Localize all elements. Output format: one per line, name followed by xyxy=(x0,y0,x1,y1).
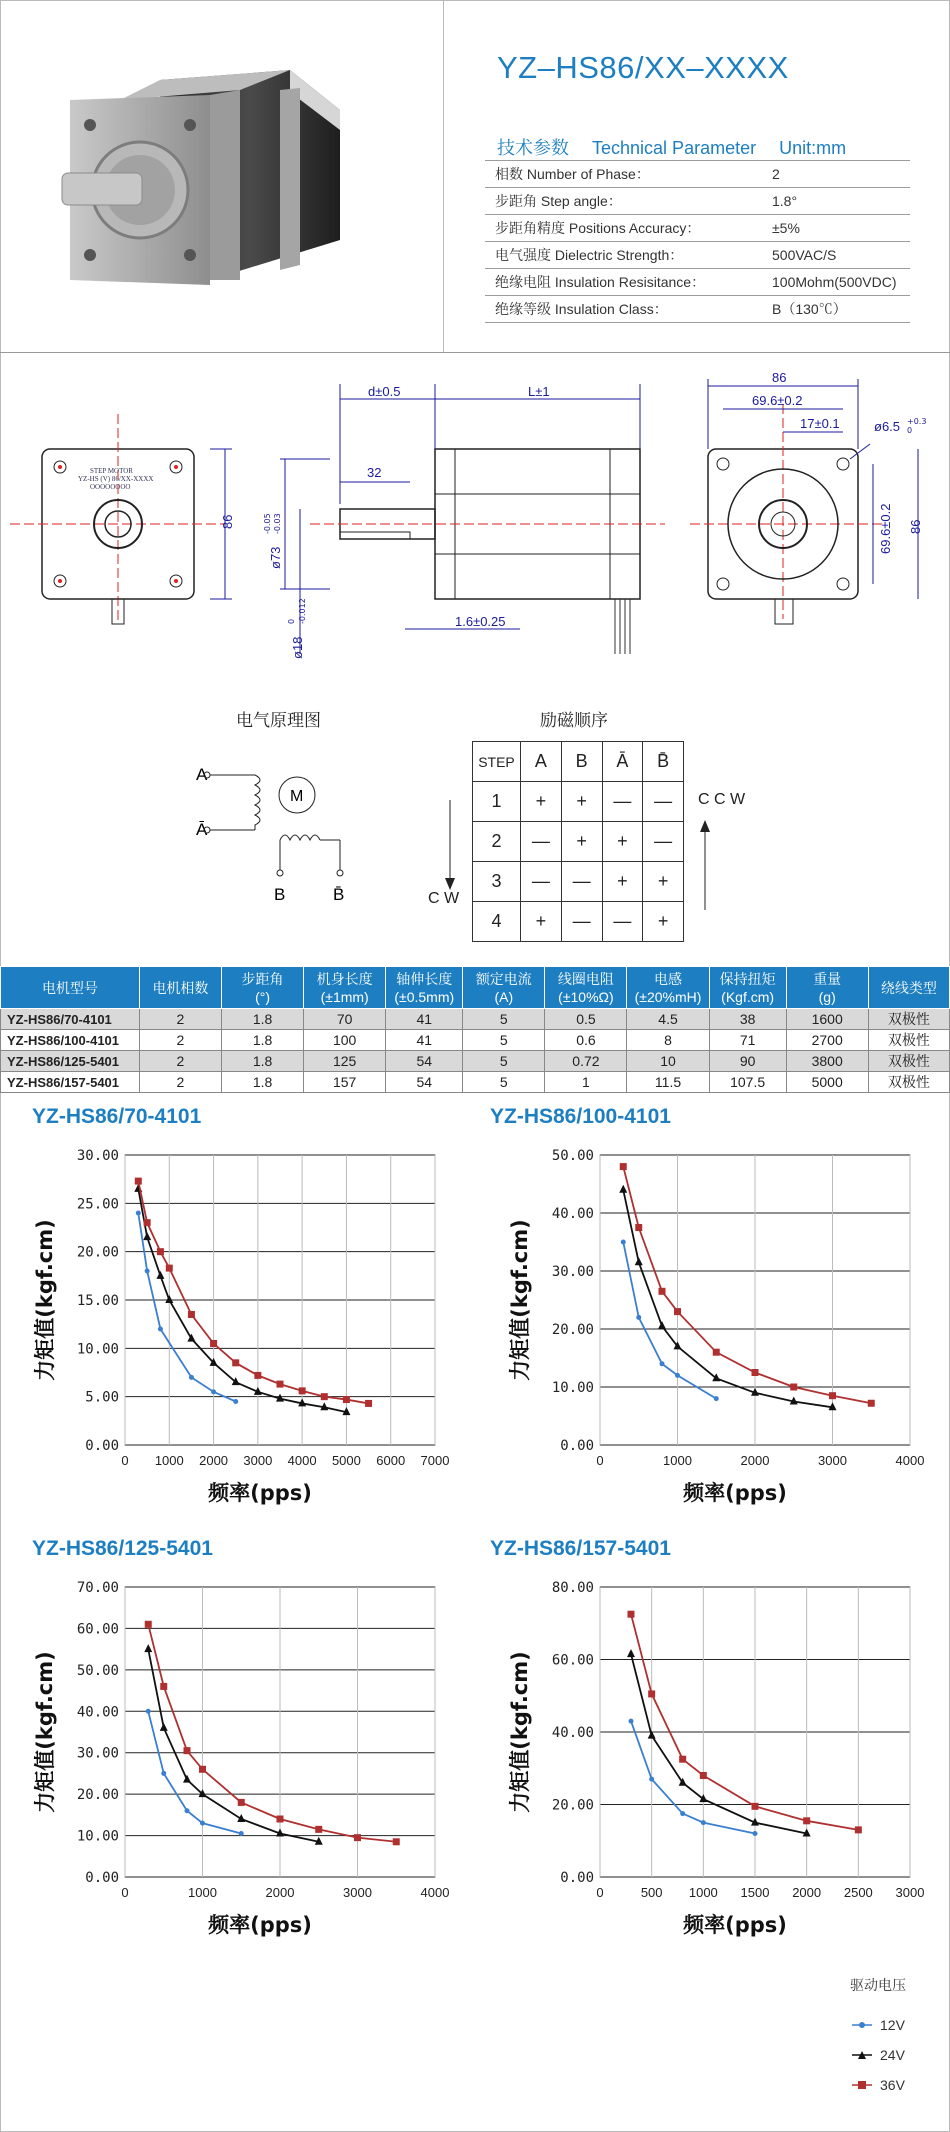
data-point-12V xyxy=(145,1269,150,1274)
param-row xyxy=(485,296,910,323)
torque-chart-3 xyxy=(30,1542,450,1952)
param-value: 1.8° xyxy=(760,188,910,215)
data-point-36V xyxy=(199,1766,206,1773)
specs-cell: 11.5 xyxy=(627,1072,709,1093)
param-value: B（130℃） xyxy=(760,296,910,323)
specs-cell: 双极性 xyxy=(868,1051,949,1072)
y-tick-label: 20.00 xyxy=(76,1787,119,1804)
sequence-header-row xyxy=(473,742,684,782)
specs-header-cell: 重量 (g) xyxy=(786,967,868,1009)
y-tick-label: 25.00 xyxy=(76,1196,119,1213)
seq-cell: 2 xyxy=(473,822,521,862)
data-point-36V xyxy=(635,1224,642,1231)
data-point-36V xyxy=(157,1248,164,1255)
sequence-row xyxy=(473,822,684,862)
ccw-arrow xyxy=(690,815,720,915)
x-tick-label: 1500 xyxy=(740,1885,770,1900)
seq-cell: + xyxy=(643,862,684,902)
seq-cell: 4 xyxy=(473,902,521,942)
shaft-length-dim: d±0.5 xyxy=(368,384,401,399)
param-heading-cn: 技术参数 xyxy=(497,138,569,158)
data-point-36V xyxy=(188,1311,195,1318)
specs-cell: 1.8 xyxy=(222,1030,304,1051)
data-point-36V xyxy=(354,1834,361,1841)
hole-half-dim: 17±0.1 xyxy=(800,416,840,431)
x-tick-label: 0 xyxy=(121,1453,129,1468)
seq-cell: + xyxy=(602,862,643,902)
y-tick-label: 20.00 xyxy=(76,1244,119,1261)
chart-title-1: YZ-HS86/70-4101 xyxy=(32,1105,202,1128)
flange-dim: 1.6±0.25 xyxy=(455,614,506,629)
seq-cell: — xyxy=(521,862,562,902)
specs-cell: 10 xyxy=(627,1051,709,1072)
section-divider xyxy=(0,352,950,353)
data-point-36V xyxy=(393,1838,400,1845)
y-tick-label: 5.00 xyxy=(85,1389,119,1406)
legend-label-36v: 36V xyxy=(880,2077,905,2093)
data-point-12V xyxy=(158,1327,163,1332)
data-point-12V xyxy=(701,1820,706,1825)
specs-header-cell: 额定电流 (A) xyxy=(463,967,545,1009)
data-point-36V xyxy=(713,1349,720,1356)
specs-cell: 2 xyxy=(139,1030,221,1051)
specs-header-cell: 机身长度 (±1mm) xyxy=(304,967,386,1009)
right-height-dim: 86 xyxy=(908,519,923,534)
sequence-row xyxy=(473,782,684,822)
boss-tol-dn: -0.03 xyxy=(273,513,282,534)
data-point-12V xyxy=(660,1361,665,1366)
seq-cell: — xyxy=(602,782,643,822)
motor-photo xyxy=(60,40,360,310)
data-point-36V xyxy=(700,1772,707,1779)
x-tick-label: 2000 xyxy=(740,1453,770,1468)
model-name-cell: YZ-HS86/100-4101 xyxy=(1,1030,140,1051)
right-view xyxy=(690,370,926,624)
seq-cell: 1 xyxy=(473,782,521,822)
specs-header-cell: 线圈电阻 (±10%Ω) xyxy=(545,967,627,1009)
param-value: 500VAC/S xyxy=(760,242,910,269)
sequence-row xyxy=(473,902,684,942)
y-tick-label: 0.00 xyxy=(560,1438,594,1454)
seq-cell: — xyxy=(561,902,602,942)
param-row xyxy=(485,188,910,215)
x-tick-label: 1000 xyxy=(688,1885,718,1900)
front-view xyxy=(10,414,235,624)
specs-cell: 38 xyxy=(709,1009,786,1030)
x-tick-label: 0 xyxy=(596,1885,604,1900)
x-tick-label: 2000 xyxy=(265,1885,295,1900)
param-row xyxy=(485,161,910,188)
data-point-36V xyxy=(752,1803,759,1810)
data-point-36V xyxy=(135,1178,142,1185)
x-tick-label: 3000 xyxy=(343,1885,372,1900)
x-tick-label: 3000 xyxy=(818,1453,847,1468)
specs-cell: 双极性 xyxy=(868,1072,949,1093)
seq-header: A xyxy=(521,742,562,782)
param-heading-unit: Unit:mm xyxy=(779,138,847,158)
data-point-36V xyxy=(679,1756,686,1763)
sequence-table xyxy=(472,741,684,942)
specs-header-cell: 轴伸长度 (±0.5mm) xyxy=(386,967,463,1009)
x-tick-label: 3000 xyxy=(243,1453,273,1468)
plate-text-3: OOOOOOOO xyxy=(90,483,131,491)
data-point-36V xyxy=(855,1826,862,1833)
specs-cell: 5 xyxy=(463,1072,545,1093)
right-pitch-v-dim: 69.6±0.2 xyxy=(878,503,893,554)
seq-cell: + xyxy=(521,902,562,942)
specs-cell: 1.8 xyxy=(222,1051,304,1072)
y-tick-label: 80.00 xyxy=(551,1580,594,1596)
y-tick-label: 40.00 xyxy=(551,1725,594,1741)
x-tick-label: 1000 xyxy=(154,1453,184,1468)
specs-cell: 0.72 xyxy=(545,1051,627,1072)
flat-length-dim: 32 xyxy=(367,465,382,480)
param-label: 电气强度 Dielectric Strength： xyxy=(485,242,760,269)
x-axis-label: 频率(pps) xyxy=(683,1913,787,1937)
chart-title-4: YZ-HS86/157-5401 xyxy=(490,1537,671,1560)
param-label: 相数 Number of Phase： xyxy=(485,161,760,188)
y-axis-label: 力矩值(kgf.cm) xyxy=(33,1651,57,1813)
y-tick-label: 40.00 xyxy=(551,1206,594,1222)
dimension-drawing xyxy=(0,354,950,674)
specs-cell: 双极性 xyxy=(868,1030,949,1051)
seq-cell: + xyxy=(521,782,562,822)
hole-tol-dn: 0 xyxy=(907,426,913,435)
shaft-dia-dim: ø18 xyxy=(290,636,305,659)
x-tick-label: 1000 xyxy=(188,1885,217,1900)
data-point-12V xyxy=(629,1719,634,1724)
data-point-12V xyxy=(649,1777,654,1782)
specs-header-cell: 电感 (±20%mH) xyxy=(627,967,709,1009)
data-point-12V xyxy=(185,1808,190,1813)
hole-tol-up: +0.3 xyxy=(907,417,927,426)
wiring-diagram xyxy=(190,750,370,910)
data-point-12V xyxy=(136,1211,141,1216)
shaft-tol-up: 0 xyxy=(287,618,296,624)
data-point-12V xyxy=(714,1396,719,1401)
specs-cell: 5000 xyxy=(786,1072,868,1093)
shaft-tol-dn: -0.012 xyxy=(298,598,307,624)
y-tick-label: 70.00 xyxy=(76,1580,119,1596)
y-tick-label: 0.00 xyxy=(560,1870,594,1886)
x-tick-label: 2000 xyxy=(792,1885,822,1900)
specs-row xyxy=(1,1030,950,1051)
data-point-36V xyxy=(232,1359,239,1366)
x-tick-label: 6000 xyxy=(376,1453,406,1468)
y-tick-label: 50.00 xyxy=(551,1148,594,1164)
specs-cell: 107.5 xyxy=(709,1072,786,1093)
x-tick-label: 4000 xyxy=(895,1453,925,1468)
y-tick-label: 40.00 xyxy=(76,1704,119,1721)
x-axis-label: 频率(pps) xyxy=(208,1481,312,1505)
seq-cell: + xyxy=(561,782,602,822)
specs-header-cell: 保持扭矩 (Kgf.cm) xyxy=(709,967,786,1009)
param-value: 2 xyxy=(760,161,910,188)
data-point-12V xyxy=(753,1831,758,1836)
chart-title-2: YZ-HS86/100-4101 xyxy=(490,1105,671,1128)
wire-label-b-bar: B̄ xyxy=(333,885,345,904)
y-tick-label: 0.00 xyxy=(85,1870,119,1886)
seq-cell: + xyxy=(602,822,643,862)
param-label: 步距角精度 Positions Accuracy： xyxy=(485,215,760,242)
data-point-36V xyxy=(238,1799,245,1806)
param-heading xyxy=(497,134,864,160)
seq-cell: — xyxy=(643,822,684,862)
specs-cell: 1 xyxy=(545,1072,627,1093)
specs-cell: 2 xyxy=(139,1009,221,1030)
y-tick-label: 30.00 xyxy=(76,1745,119,1762)
specs-row xyxy=(1,1009,950,1030)
x-tick-label: 2500 xyxy=(843,1885,873,1900)
seq-cell: 3 xyxy=(473,862,521,902)
data-point-36V xyxy=(803,1817,810,1824)
header-divider xyxy=(443,0,444,352)
x-tick-label: 2000 xyxy=(199,1453,229,1468)
data-point-36V xyxy=(659,1288,666,1295)
specs-header-cell: 步距角 (°) xyxy=(222,967,304,1009)
y-axis-label: 力矩值(kgf.cm) xyxy=(33,1219,57,1381)
seq-cell: — xyxy=(602,902,643,942)
data-point-12V xyxy=(621,1240,626,1245)
boss-tol-up: -0.05 xyxy=(263,513,272,534)
x-tick-label: 4000 xyxy=(420,1885,450,1900)
seq-cell: + xyxy=(643,902,684,942)
seq-header: B̄ xyxy=(643,742,684,782)
wire-label-b: B xyxy=(274,885,286,904)
data-point-12V xyxy=(146,1709,151,1714)
cw-label: C W xyxy=(428,890,460,907)
data-point-12V xyxy=(200,1821,205,1826)
torque-chart-4 xyxy=(505,1542,925,1952)
data-point-12V xyxy=(189,1375,194,1380)
seq-header: STEP xyxy=(473,742,521,782)
chart-title-3: YZ-HS86/125-5401 xyxy=(32,1537,213,1560)
wire-label-a-bar: Ā xyxy=(196,820,208,839)
body-length-dim: L±1 xyxy=(528,384,550,399)
param-row xyxy=(485,269,910,296)
hole-dia-dim: ø6.5 xyxy=(874,419,901,434)
specs-cell: 5 xyxy=(463,1030,545,1051)
x-tick-label: 5000 xyxy=(331,1453,361,1468)
motor-symbol: M xyxy=(290,788,304,805)
y-tick-label: 30.00 xyxy=(551,1264,594,1280)
wire-label-a: A xyxy=(196,765,208,784)
data-point-12V xyxy=(233,1399,238,1404)
y-tick-label: 15.00 xyxy=(76,1293,119,1309)
y-tick-label: 30.00 xyxy=(76,1148,119,1164)
legend xyxy=(850,2010,940,2120)
y-tick-label: 20.00 xyxy=(551,1322,594,1338)
hole-pitch-dim: 69.6±0.2 xyxy=(752,393,803,408)
specs-cell: 54 xyxy=(386,1051,463,1072)
data-point-36V xyxy=(620,1163,627,1170)
specs-cell: 157 xyxy=(304,1072,386,1093)
x-tick-label: 0 xyxy=(121,1885,129,1900)
specs-cell: 1600 xyxy=(786,1009,868,1030)
data-point-36V xyxy=(829,1392,836,1399)
data-point-36V xyxy=(868,1400,875,1407)
data-point-36V xyxy=(343,1396,350,1403)
param-label: 绝缘电阻 Insulation Resisitance： xyxy=(485,269,760,296)
specs-cell: 8 xyxy=(627,1030,709,1051)
specs-cell: 41 xyxy=(386,1030,463,1051)
model-name-cell: YZ-HS86/125-5401 xyxy=(1,1051,140,1072)
specs-table xyxy=(0,966,950,1093)
specs-cell: 4.5 xyxy=(627,1009,709,1030)
page-title: YZ–HS86/XX–XXXX xyxy=(497,50,789,85)
param-value: 100Mohm(500VDC) xyxy=(760,269,910,296)
front-height-dim: 86 xyxy=(220,514,235,529)
x-tick-label: 1000 xyxy=(663,1453,692,1468)
data-point-12V xyxy=(636,1315,641,1320)
data-point-36V xyxy=(184,1747,191,1754)
data-point-36V xyxy=(166,1265,173,1272)
param-row xyxy=(485,215,910,242)
sequence-title: 励磁顺序 xyxy=(540,711,608,730)
param-label: 步距角 Step angle： xyxy=(485,188,760,215)
y-axis-label: 力矩值(kgf.cm) xyxy=(508,1651,532,1813)
data-point-36V xyxy=(674,1308,681,1315)
specs-header-row xyxy=(1,967,950,1009)
specs-cell: 41 xyxy=(386,1009,463,1030)
seq-cell: — xyxy=(561,862,602,902)
data-point-36V xyxy=(299,1387,306,1394)
y-tick-label: 60.00 xyxy=(551,1652,594,1669)
right-width-dim: 86 xyxy=(772,370,787,385)
y-tick-label: 50.00 xyxy=(76,1662,119,1679)
specs-cell: 2700 xyxy=(786,1030,868,1051)
specs-cell: 3800 xyxy=(786,1051,868,1072)
specs-header-cell: 电机型号 xyxy=(1,967,140,1009)
data-point-12V xyxy=(680,1811,685,1816)
legend-label-24v: 24V xyxy=(880,2047,905,2063)
data-point-36V xyxy=(144,1219,151,1226)
seq-cell: — xyxy=(521,822,562,862)
model-name-cell: YZ-HS86/157-5401 xyxy=(1,1072,140,1093)
data-point-12V xyxy=(675,1373,680,1378)
specs-cell: 1.8 xyxy=(222,1009,304,1030)
y-tick-label: 10.00 xyxy=(76,1828,119,1845)
data-point-36V xyxy=(210,1340,217,1347)
specs-cell: 5 xyxy=(463,1051,545,1072)
specs-cell: 70 xyxy=(304,1009,386,1030)
specs-cell: 54 xyxy=(386,1072,463,1093)
data-point-36V xyxy=(277,1381,284,1388)
sequence-row xyxy=(473,862,684,902)
specs-cell: 2 xyxy=(139,1072,221,1093)
x-tick-label: 7000 xyxy=(420,1453,450,1468)
x-tick-label: 0 xyxy=(596,1453,604,1468)
param-table xyxy=(485,160,910,323)
plate-text-2: YZ-HS (V) 86/XX-XXXX xyxy=(78,475,154,483)
y-tick-label: 0.00 xyxy=(85,1438,119,1454)
specs-cell: 2 xyxy=(139,1051,221,1072)
param-heading-en: Technical Parameter xyxy=(592,138,757,158)
y-tick-label: 10.00 xyxy=(76,1341,119,1358)
ccw-label: C C W xyxy=(698,791,746,808)
side-view xyxy=(263,384,665,659)
x-tick-label: 4000 xyxy=(287,1453,317,1468)
specs-cell: 1.8 xyxy=(222,1072,304,1093)
seq-cell: — xyxy=(643,782,684,822)
data-point-36V xyxy=(321,1393,328,1400)
x-axis-label: 频率(pps) xyxy=(683,1481,787,1505)
y-tick-label: 20.00 xyxy=(551,1797,594,1814)
torque-chart-2 xyxy=(505,1110,925,1520)
data-point-12V xyxy=(161,1771,166,1776)
data-point-36V xyxy=(254,1372,261,1379)
data-point-12V xyxy=(239,1831,244,1836)
specs-row xyxy=(1,1072,950,1093)
specs-row xyxy=(1,1051,950,1072)
seq-cell: + xyxy=(561,822,602,862)
specs-cell: 90 xyxy=(709,1051,786,1072)
specs-cell: 0.6 xyxy=(545,1030,627,1051)
specs-cell: 5 xyxy=(463,1009,545,1030)
specs-header-cell: 电机相数 xyxy=(139,967,221,1009)
x-axis-label: 频率(pps) xyxy=(208,1913,312,1937)
data-point-36V xyxy=(752,1369,759,1376)
data-point-36V xyxy=(277,1816,284,1823)
data-point-36V xyxy=(145,1621,152,1628)
boss-dia-dim: ø73 xyxy=(268,546,283,569)
param-value: ±5% xyxy=(760,215,910,242)
data-point-36V xyxy=(790,1384,797,1391)
specs-cell: 100 xyxy=(304,1030,386,1051)
seq-header: Ā xyxy=(602,742,643,782)
x-tick-label: 3000 xyxy=(895,1885,925,1900)
legend-title: 驱动电压 xyxy=(850,1977,906,1993)
torque-chart-1 xyxy=(30,1110,450,1520)
y-tick-label: 60.00 xyxy=(76,1621,119,1638)
specs-cell: 0.5 xyxy=(545,1009,627,1030)
data-point-36V xyxy=(365,1400,372,1407)
x-tick-label: 500 xyxy=(640,1885,663,1900)
specs-cell: 125 xyxy=(304,1051,386,1072)
data-point-36V xyxy=(160,1683,167,1690)
data-point-36V xyxy=(648,1690,655,1697)
specs-cell: 双极性 xyxy=(868,1009,949,1030)
specs-header-cell: 绕线类型 xyxy=(868,967,949,1009)
y-tick-label: 10.00 xyxy=(551,1380,594,1396)
seq-header: B xyxy=(561,742,602,782)
data-point-12V xyxy=(211,1389,216,1394)
data-point-36V xyxy=(315,1826,322,1833)
data-point-36V xyxy=(628,1611,635,1618)
wiring-title: 电气原理图 xyxy=(236,711,321,730)
legend-label-12v: 12V xyxy=(880,2017,905,2033)
param-row xyxy=(485,242,910,269)
y-axis-label: 力矩值(kgf.cm) xyxy=(508,1219,532,1381)
model-name-cell: YZ-HS86/70-4101 xyxy=(1,1009,140,1030)
plate-text-1: STEP MOTOR xyxy=(90,467,133,475)
param-label: 绝缘等级 Insulation Class： xyxy=(485,296,760,323)
specs-cell: 71 xyxy=(709,1030,786,1051)
